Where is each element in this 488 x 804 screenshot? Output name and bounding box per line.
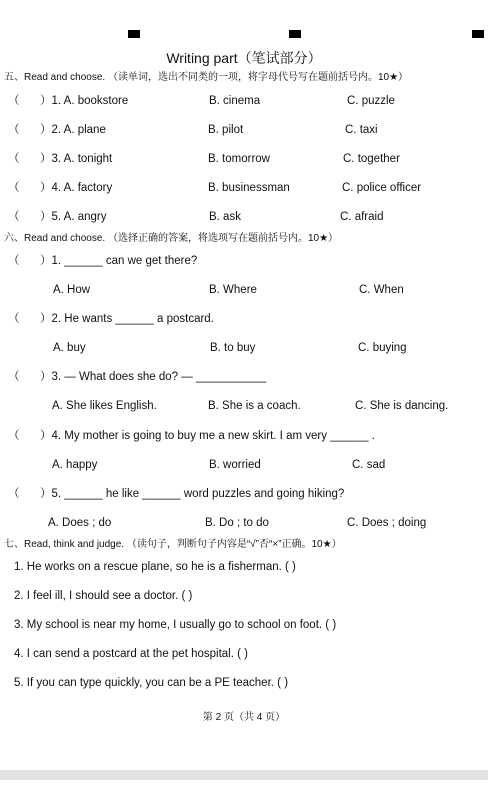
section6-q3-option-b: B. She is a coach. [208,400,301,412]
section6-q1-paren: （ [8,255,20,267]
section5-q1-option-b: B. cinema [209,95,261,107]
section7-statement-3: 3. My school is near my home, I usually go to school on foot. ( ) [14,619,337,631]
section5-q2-paren: （ [8,124,20,136]
section6-q2-option-b: B. to buy [210,342,256,354]
section6-q4-option-a: A. happy [52,459,98,471]
section6-q5-stem: ）5. ______ he like ______ word puzzles and going hiking? [40,488,345,500]
section5-q2-option-a: ）2. A. plane [40,124,106,136]
scan-mark-right [472,30,484,38]
section6-q1-option-c: C. When [359,284,404,296]
section5-q2-option-c: C. taxi [345,124,378,136]
section5-q3-option-c: C. together [343,153,400,165]
section6-q2-paren: （ [8,313,20,325]
section5-q3-option-b: B. tomorrow [208,153,270,165]
section6-q2-option-c: C. buying [358,342,407,354]
section6-q5-paren: （ [8,488,20,500]
page-bottom-band [0,770,488,780]
section6-q4-option-c: C. sad [352,459,386,471]
section5-q1-paren: （ [8,95,20,107]
section6-q1-option-b: B. Where [209,284,257,296]
section6-q4-stem: ）4. My mother is going to buy me a new skirt. I am very ______ . [40,430,375,442]
section7-statement-1: 1. He works on a rescue plane, so he is a fisherman. ( ) [14,561,296,573]
section6-q3-option-c: C. She is dancing. [355,400,449,412]
section7-statement-5: 5. If you can type quickly, you can be a PE teacher. ( ) [14,677,289,689]
section5-q5-paren: （ [8,211,20,223]
section5-q3-option-a: ）3. A. tonight [40,153,113,165]
section6-q1-option-a: A. How [53,284,91,296]
section5-header: 五、Read and choose. （读单词，选出不同类的一项，将字母代号写在题前括号内。10★） [4,72,409,83]
section5-q4-option-b: B. businessman [208,182,290,194]
section6-q5-option-b: B. Do ; to do [205,517,269,529]
section5-q1-option-a: ）1. A. bookstore [40,95,129,107]
section5-q3-paren: （ [8,153,20,165]
section5-q5-option-a: ）5. A. angry [40,211,107,223]
section6-q3-stem: ）3. — What does she do? — ___________ [40,371,267,383]
section5-q4-paren: （ [8,182,20,194]
section6-q5-option-c: C. Does ; doing [347,517,427,529]
section5-q5-option-c: C. afraid [340,211,384,223]
section7-statement-4: 4. I can send a postcard at the pet hospital. ( ) [14,648,248,660]
section6-q2-option-a: A. buy [53,342,86,354]
section7-header: 七、Read, think and judge. （读句子，判断句子内容是“√”否“×”正确。10★） [4,539,342,550]
section6-q3-option-a: A. She likes English. [52,400,157,412]
scan-mark-center [289,30,301,38]
section5-q4-option-a: ）4. A. factory [40,182,113,194]
page-footer: 第 2 页（共 4 页） [202,712,286,723]
section6-header: 六、Read and choose. （选择正确的答案，将选项写在题前括号内。10★） [4,233,339,244]
section6-q1-stem: ）1. ______ can we get there? [40,255,198,267]
section5-q1-option-c: C. puzzle [347,95,395,107]
section6-q4-paren: （ [8,430,20,442]
section5-q5-option-b: B. ask [209,211,241,223]
section5-q2-option-b: B. pilot [208,124,244,136]
section5-q4-option-c: C. police officer [342,182,422,194]
section6-q3-paren: （ [8,371,20,383]
page-title: Writing part（笔试部分） [166,50,322,66]
section6-q5-option-a: A. Does ; do [48,517,112,529]
scan-mark-left [128,30,140,38]
section7-statement-2: 2. I feel ill, I should see a doctor. ( ) [14,590,193,602]
section6-q2-stem: ）2. He wants ______ a postcard. [40,313,214,325]
section6-q4-option-b: B. worried [209,459,261,471]
